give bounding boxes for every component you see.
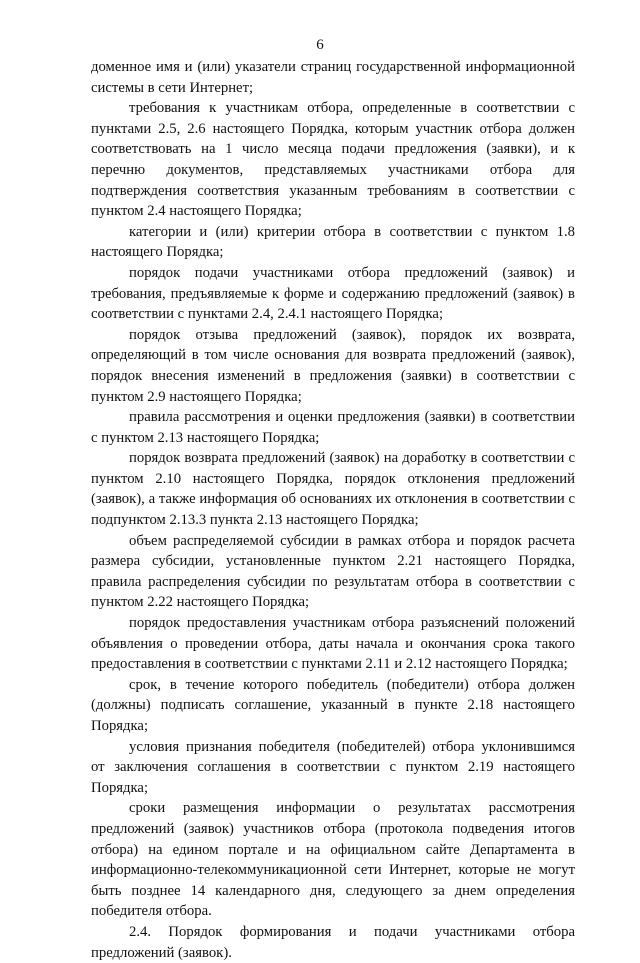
paragraph-results-publication: сроки размещения информации о результатах рассмотрения предложений (заявок) участников отбора (протокола подведения итогов отбора) на едином портале и на официальном сайте Департамента в информационно-телекоммуникационной сети Интернет, которые не могут быть позднее 14 календарного дня, следующего за днем определения победителя отбора.	[91, 800, 575, 920]
page-number: 6	[316, 37, 324, 53]
paragraph-clarifications: порядок предоставления участникам отбора разъяснений положений объявления о проведении отбора, даты начала и окончания срока такого предоставления в соответствии с пунктами 2.11 и 2.12 настоящего Порядка;	[91, 615, 575, 673]
paragraph-participant-requirements: требования к участникам отбора, определенные в соответствии с пунктами 2.5, 2.6 настоящего Порядка, которым участник отбора должен соответствовать на 1 число месяца подачи предложения (заявки), и к перечню документов, представляемых участниками отбора для подтверждения соответствия указанным требованиям в соответствии с пунктом 2.4 настоящего Порядка;	[91, 100, 575, 220]
section-heading-2-4: 2.4. Порядок формирования и подачи участниками отбора предложений (заявок).	[91, 923, 575, 961]
paragraph-subsidy-volume: объем распределяемой субсидии в рамках отбора и порядок расчета размера субсидии, установленные пунктом 2.21 настоящего Порядка, правила распределения субсидии по результатам отбора в соответствии с пунктом 2.22 настоящего Порядка;	[91, 532, 575, 611]
document-body	[91, 57, 575, 963]
paragraph-selection-criteria: категории и (или) критерии отбора в соответствии с пунктом 1.8 настоящего Порядка;	[91, 223, 575, 261]
paragraph-submission-procedure: порядок подачи участниками отбора предложений (заявок) и требования, предъявляемые к форме и содержанию предложений (заявок) в соответствии с пунктами 2.4, 2.4.1 настоящего Порядка;	[91, 264, 575, 323]
paragraph-evasion-conditions: условия признания победителя (победителей) отбора уклонившимся от заключения соглашения в соответствии с пунктом 2.19 настоящего Порядка;	[91, 738, 575, 796]
paragraph-return-for-revision: порядок возврата предложений (заявок) на доработку в соответствии с пунктом 2.10 настоящего Порядка, порядок отклонения предложений (заявок), а также информация об основаниях их отклонения в соответствии с подпунктом 2.13.3 пункта 2.13 настоящего Порядка;	[91, 450, 575, 529]
paragraph-domain-name: доменное имя и (или) указатели страниц государственной информационной системы в сети Интернет;	[91, 59, 575, 96]
paragraph-review-rules: правила рассмотрения и оценки предложения (заявки) в соответствии с пунктом 2.13 настоящего Порядка;	[91, 409, 575, 446]
paragraph-agreement-deadline: срок, в течение которого победитель (победители) отбора должен (должны) подписать соглашение, указанный в пункте 2.18 настоящего Порядка;	[91, 676, 575, 734]
paragraph-withdrawal-procedure: порядок отзыва предложений (заявок), порядок их возврата, определяющий в том числе основания для возврата предложений (заявок), порядок внесения изменений в предложения (заявки) в соответствии с пунктом 2.9 настоящего Порядка;	[91, 326, 575, 405]
